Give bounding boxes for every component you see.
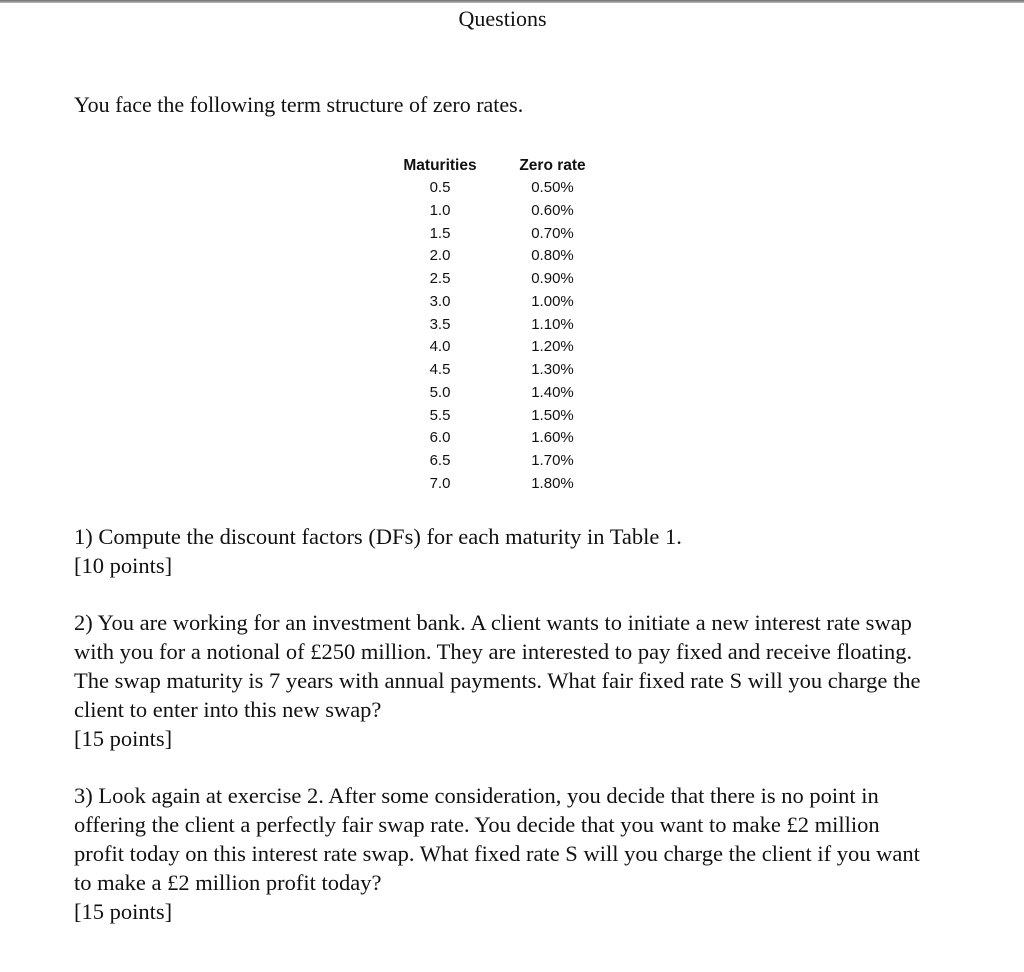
maturity-cell: 4.0 [429, 338, 451, 356]
question-2-points: [15 points] [74, 726, 173, 751]
rate-cell: 1.40% [531, 383, 574, 401]
table-row [390, 245, 615, 268]
rate-cell: 1.60% [531, 429, 574, 447]
table-row [390, 473, 615, 496]
top-border [0, 0, 1024, 3]
maturity-cell: 6.0 [429, 429, 451, 447]
rate-cell: 1.30% [531, 361, 574, 378]
rate-cell: 1.70% [531, 452, 574, 469]
rate-cell: 1.00% [531, 292, 574, 310]
table-row [390, 223, 615, 246]
intro-text: You face the following term structure of zero rates. [74, 92, 524, 117]
rate-cell: 0.60% [531, 201, 574, 219]
maturity-cell: 1.5 [429, 224, 451, 242]
table-row [390, 382, 615, 405]
table-header-row [390, 155, 615, 177]
question-3-points: [15 points] [74, 899, 173, 924]
table-row [390, 450, 615, 473]
maturity-cell: 2.5 [429, 270, 451, 287]
rate-cell: 1.10% [531, 315, 574, 333]
table-row [390, 427, 615, 450]
rate-cell: 1.80% [531, 474, 574, 492]
maturity-cell: 3.5 [429, 315, 451, 333]
table-row [390, 268, 615, 291]
maturities-header: Maturities [403, 157, 477, 174]
question-1-points: [10 points] [74, 553, 173, 578]
zero-rate-header: Zero rate [519, 157, 586, 174]
question-2 [74, 608, 924, 753]
maturity-cell: 3.0 [429, 292, 451, 310]
rate-cell: 0.70% [531, 224, 574, 242]
table-row [390, 359, 615, 382]
maturity-cell: 5.5 [429, 406, 451, 424]
table-row [390, 336, 615, 359]
maturity-cell: 5.0 [429, 383, 451, 401]
maturity-cell: 0.5 [429, 179, 451, 196]
rate-cell: 1.20% [531, 338, 574, 356]
rate-cell: 0.50% [531, 179, 574, 196]
question-2-text: 2) You are working for an investment bank. A client wants to initiate a new interest rate swap with you for a notional of £250 million. They are interested to pay fixed and receive floating. The swap maturity is 7 years with annual payments. What fair fixed rate S will you charge the client to enter into this new swap? [74, 610, 921, 722]
maturity-cell: 7.0 [429, 474, 451, 492]
table-row [390, 314, 615, 337]
maturity-cell: 1.0 [429, 201, 451, 219]
question-3-text: 3) Look again at exercise 2. After some consideration, you decide that there is no point in offering the client a perfectly fair swap rate. You decide that you want to make £2 million profit today on this interest rate swap. What fixed rate S will you charge the client if you want to make a £2 million profit today? [74, 783, 920, 895]
table-row [390, 177, 615, 200]
maturity-cell: 2.0 [429, 247, 451, 265]
maturity-cell: 6.5 [429, 452, 451, 469]
question-1-text: 1) Compute the discount factors (DFs) for each maturity in Table 1. [74, 524, 682, 549]
rate-cell: 0.80% [531, 247, 574, 265]
zero-rates-table [390, 155, 615, 496]
table-row [390, 405, 615, 428]
rate-cell: 1.50% [531, 406, 574, 424]
table-row [390, 200, 615, 223]
question-1 [74, 522, 924, 580]
rate-cell: 0.90% [531, 270, 574, 287]
page-heading: Questions [458, 6, 547, 31]
question-3 [74, 781, 924, 926]
maturity-cell: 4.5 [429, 361, 451, 378]
table-row [390, 291, 615, 314]
